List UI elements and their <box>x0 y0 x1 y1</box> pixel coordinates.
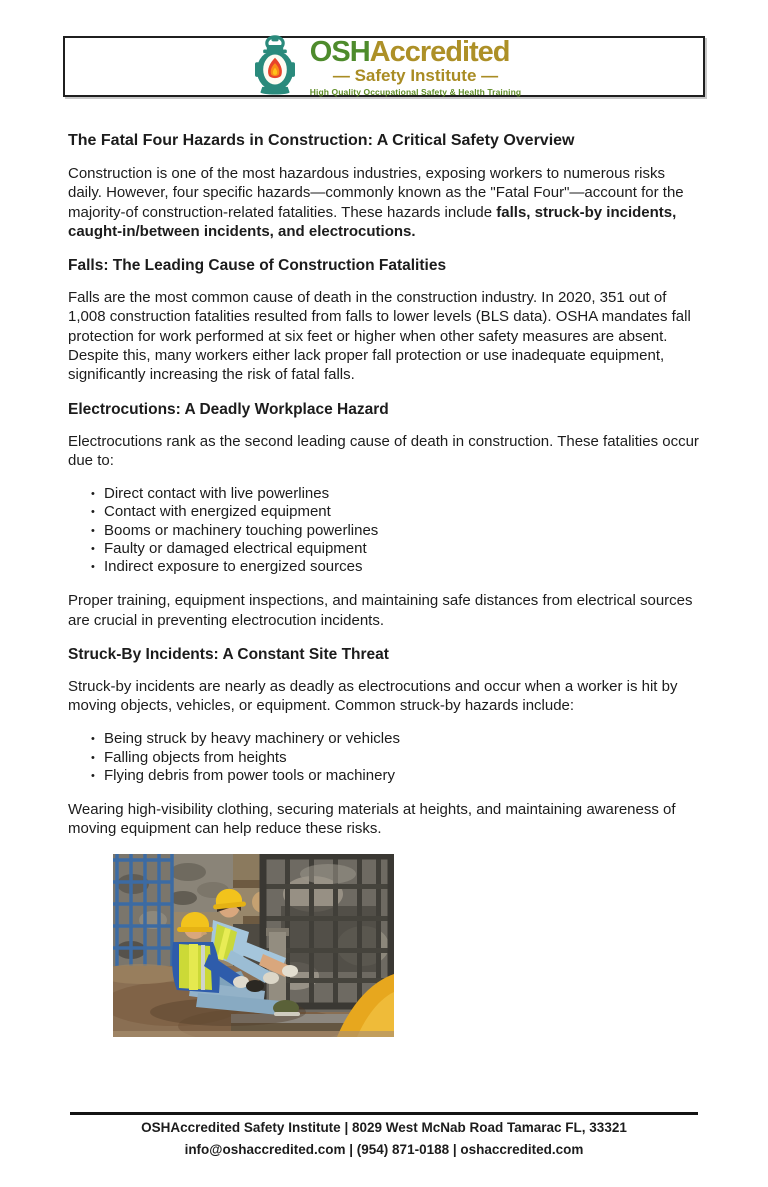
brand-name <box>309 35 521 68</box>
brand-text <box>309 35 522 97</box>
electrocution-causes-list <box>68 485 700 576</box>
brand-subtitle: — Safety Institute — <box>332 65 499 85</box>
electrocutions-prevention-paragraph: Proper training, equipment inspections, and maintaining safe distances from electrical sources are crucial in preventing electrocution incidents. <box>68 592 693 629</box>
brand-osh: OSH <box>309 35 370 68</box>
intro-bold-text: falls, struck-by incidents, caught-in/between incidents, and electrocutions. <box>68 203 677 240</box>
struck-by-paragraph: Struck-by incidents are nearly as deadly as electrocutions and occur when a worker is hit by moving objects, vehicles, or equipment. Common struck-by hazards include: <box>68 677 678 715</box>
list-item: • Faulty or damaged electrical equipment <box>91 540 700 558</box>
falls-paragraph: Falls are the most common cause of death in the construction industry. In 2020, 351 out of 1,008 construction fatalities resulted from falls to lower levels (BLS data). OSHA mandates fall protection for work performed at six feet or higher when other safety measures are absent. Despite this, many workers either lack proper fall protection or use inadequate equipment, significantly increasing the risk of fatal falls. <box>68 289 691 384</box>
section-heading-falls: Falls: The Leading Cause of Construction Fatalities <box>68 257 447 275</box>
logo <box>247 35 521 100</box>
struck-by-hazards-list <box>68 730 700 785</box>
struck-by-prevention-paragraph: Wearing high-visibility clothing, securing materials at heights, and maintaining awareness of moving equipment can help reduce these risks. <box>68 801 676 838</box>
section-electrocutions <box>68 400 700 630</box>
page-title: The Fatal Four Hazards in Construction: A Critical Safety Overview <box>68 132 575 149</box>
lantern-icon <box>247 35 303 100</box>
section-heading-electrocutions: Electrocutions: A Deadly Workplace Hazard <box>68 400 389 418</box>
list-item: • Flying debris from power tools or machinery <box>91 767 700 785</box>
article <box>68 125 700 1037</box>
brand-tagline: High Quality Occupational Safety & Health Training <box>309 86 522 97</box>
worker-injury-photo <box>113 854 394 1037</box>
section-falls <box>68 256 700 384</box>
list-item: • Direct contact with live powerlines <box>91 485 700 503</box>
intro-text: Construction is one of the most hazardous industries, exposing workers to numerous risks daily. However, four specific hazards—commonly known as the "Fatal Four"—account for the majority-of construction-related fatalities. These hazards include <box>68 165 684 221</box>
section-heading-struck-by: Struck-By Incidents: A Constant Site Threat <box>68 645 389 663</box>
header-logo-box <box>63 36 705 97</box>
list-item: • Falling objects from heights <box>91 749 700 767</box>
footer-contact-line: info@oshaccredited.com | (954) 871-0188 | oshaccredited.com <box>184 1142 584 1157</box>
list-item: • Being struck by heavy machinery or vehicles <box>91 730 700 748</box>
page-footer <box>70 1112 698 1159</box>
footer-address-line: OSHAccredited Safety Institute | 8029 West McNab Road Tamarac FL, 33321 <box>141 1120 627 1135</box>
section-struck-by <box>68 645 700 839</box>
list-item: • Booms or machinery touching powerlines <box>91 522 700 540</box>
list-item: • Contact with energized equipment <box>91 503 700 521</box>
electrocutions-paragraph: Electrocutions rank as the second leading cause of death in construction. These fatalities occur due to: <box>68 432 699 469</box>
list-item: • Indirect exposure to energized sources <box>91 558 700 576</box>
intro-paragraph <box>68 164 700 241</box>
brand-accredited: Accredited <box>369 35 510 68</box>
